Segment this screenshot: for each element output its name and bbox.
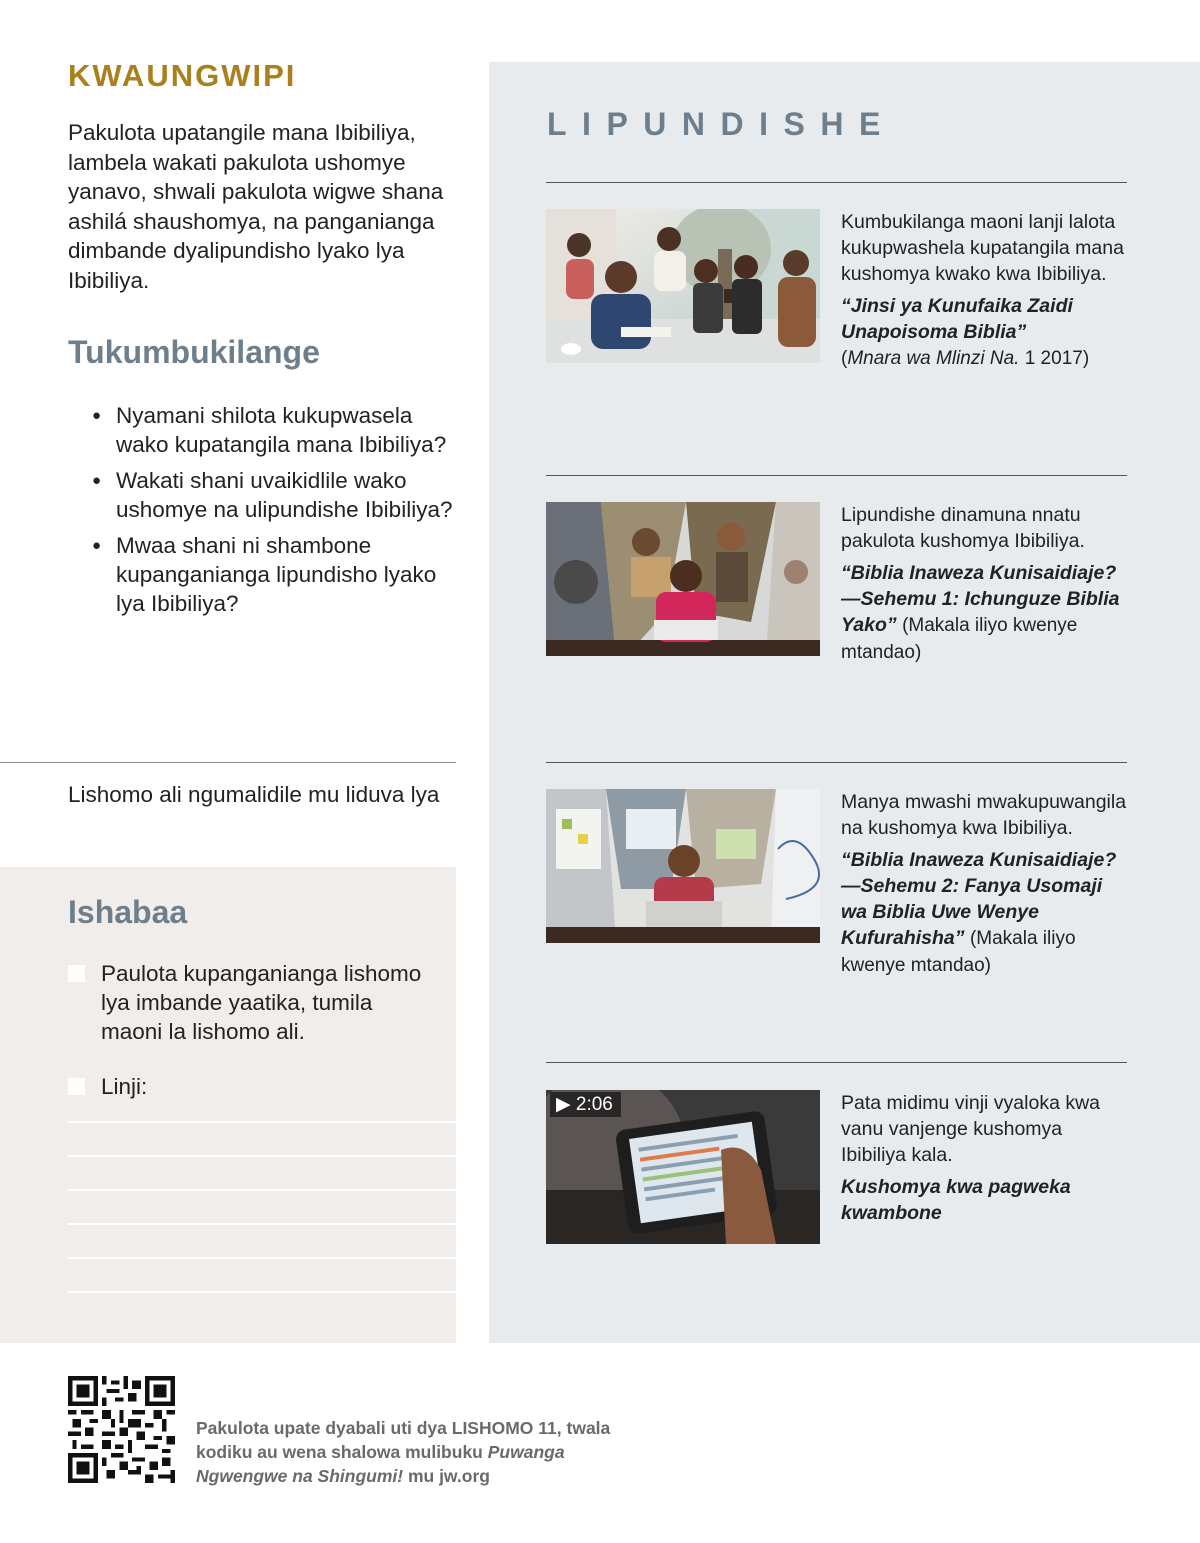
video-thumbnail[interactable] [546, 1090, 820, 1244]
video-duration: ▶ 2:06 [550, 1092, 621, 1117]
article-source-prefix: ( [841, 348, 848, 369]
goal-item [68, 1072, 431, 1101]
divider [0, 762, 456, 763]
review-question: ● Nyamani shilota kukupwasela wako kupatangila mana Ibibiliya? [92, 401, 462, 459]
video-title-link[interactable]: Kushomya kwa pagweka kwambone [841, 1176, 1071, 1224]
article-title-link[interactable]: “Biblia Inaweza Kunisaidiaje?—Sehemu 1: Ichunguze Biblia Yako” [841, 562, 1120, 636]
footer-book-title[interactable]: Puwanga Ngwengwe na Shingumi! [196, 1442, 565, 1486]
goal-text: Paulota kupanganianga lishomo lya imbande yaatika, tumila maoni la lishomo ali. [101, 961, 422, 1044]
article-source-issue: 1 2017) [1019, 348, 1090, 369]
writing-line[interactable] [68, 1257, 456, 1259]
footer-text [196, 1416, 616, 1488]
video-info [841, 1090, 1131, 1226]
article-info [841, 502, 1131, 666]
explore-reference [841, 293, 1131, 372]
explore-description: Kumbukilanga maoni lanji lalota kukupwashela kupatangila mana kushomya kwako kwa Ibibiliya. [841, 211, 1124, 285]
girl-reading-bible-image [546, 789, 820, 943]
writing-line[interactable] [68, 1155, 456, 1157]
goal-item [68, 959, 431, 1046]
goal-checkbox[interactable] [68, 965, 85, 982]
writing-line[interactable] [68, 1291, 456, 1293]
footer-text-prefix: Pakulota upate dyabali uti dya LISHOMO 11, twala kodiku au wena shalowa mulibuku [196, 1418, 611, 1462]
boy-reading-bible-image [546, 502, 820, 656]
article-source [841, 348, 1089, 369]
footer-text-suffix: mu jw.org [403, 1466, 490, 1486]
article-title-link[interactable]: “Jinsi ya Kunufaika Zaidi Unapoisoma Biblia” [841, 295, 1073, 343]
article-source: (Makala iliyo kwenye mtandao) [841, 928, 1076, 976]
divider [546, 762, 1127, 763]
goals-title: Ishabaa [68, 894, 188, 930]
explore-description: Manya mwashi mwakupuwangila na kushomya kwa Ibibiliya. [841, 791, 1127, 839]
lesson-completed-text: Lishomo ali ngumalidile mu liduva lya [68, 782, 440, 807]
goals-panel [0, 867, 456, 1343]
article-thumbnail[interactable] [546, 209, 820, 363]
explore-panel [489, 62, 1200, 1343]
qr-code-icon[interactable] [68, 1376, 175, 1483]
explore-title: LIPUNDISHE [547, 106, 896, 142]
article-source-magazine: Mnara wa Mlinzi Na. [847, 348, 1020, 369]
explore-reference [841, 560, 1131, 666]
article-source: (Makala iliyo kwenye mtandao) [841, 615, 1078, 663]
explore-reference [841, 1174, 1131, 1226]
article-title-link[interactable]: “Biblia Inaweza Kunisaidiaje?—Sehemu 2: Fanya Usomaji wa Biblia Uwe Wenye Kufurahisha” [841, 849, 1117, 949]
summary-title: KWAUNGWIPI [68, 58, 297, 93]
divider [546, 475, 1127, 476]
writing-line[interactable] [68, 1121, 456, 1123]
review-questions [92, 401, 462, 625]
article-thumbnail[interactable] [546, 789, 820, 943]
summary-text: Pakulota upatangile mana Ibibiliya, lambela wakati pakulota ushomye yanavo, shwali pakulota wigwe shana ashilá shaushomya, na panganianga dimbande dyalipundisho lyako lya Ibibiliya. [68, 120, 444, 293]
goal-checkbox[interactable] [68, 1078, 85, 1095]
review-question: ● Wakati shani uvaikidlile wako ushomye na ulipundishe Ibibiliya? [92, 466, 462, 524]
writing-line[interactable] [68, 1223, 456, 1225]
divider [546, 182, 1127, 183]
article-info [841, 789, 1131, 979]
review-question: ● Mwaa shani ni shambone kupanganianga lipundisho lyako lya Ibibiliya? [92, 531, 462, 618]
divider [546, 1062, 1127, 1063]
explore-reference [841, 847, 1131, 979]
goal-text: Linji: [101, 1074, 148, 1099]
review-title: Tukumbukilange [68, 334, 320, 370]
writing-line[interactable] [68, 1189, 456, 1191]
people-reading-bible-image [546, 209, 820, 363]
article-info [841, 209, 1131, 372]
article-thumbnail[interactable] [546, 502, 820, 656]
explore-description: Pata midimu vinji vyaloka kwa vanu vanjenge kushomya Ibibiliya kala. [841, 1092, 1101, 1166]
explore-description: Lipundishe dinamuna nnatu pakulota kushomya Ibibiliya. [841, 504, 1085, 552]
